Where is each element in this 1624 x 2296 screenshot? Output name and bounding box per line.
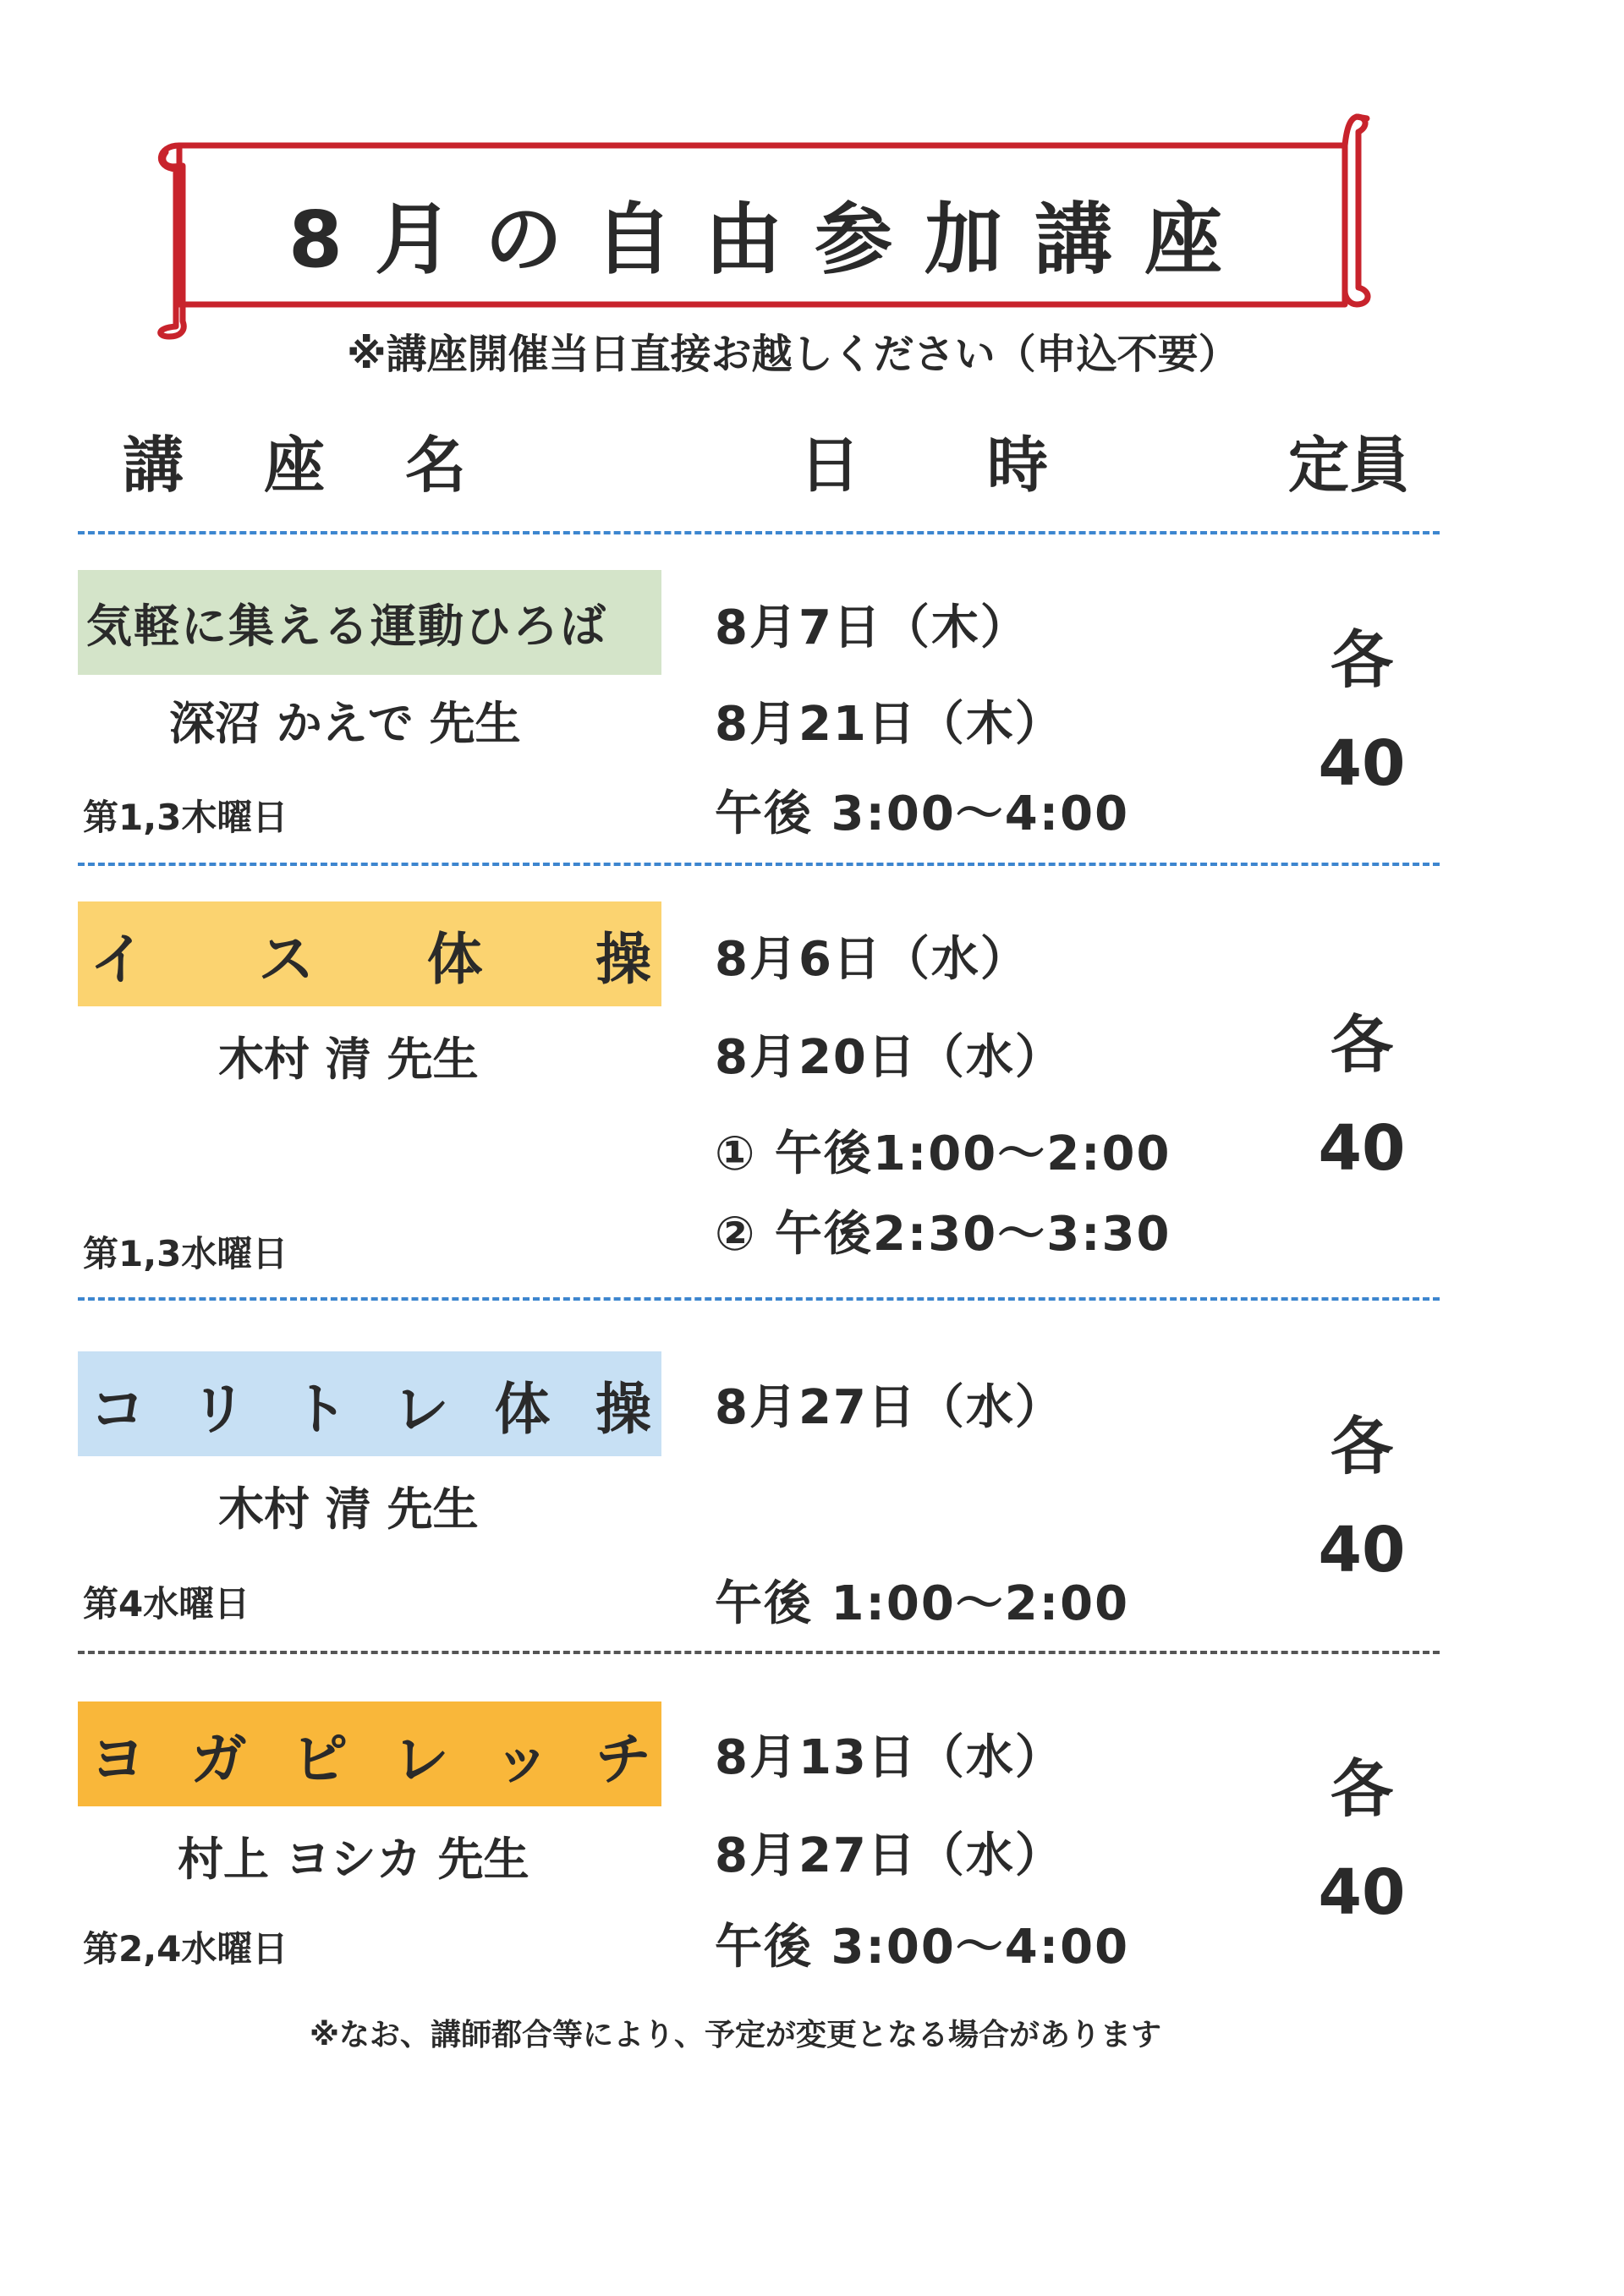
course-name-char: 体 — [494, 1376, 551, 1442]
header-datetime: 日時 — [799, 430, 1176, 501]
course-date: 8月27日（水） — [715, 1828, 1064, 1883]
course-name-char: コ — [90, 1376, 145, 1442]
course-name — [90, 914, 651, 995]
capacity-value: 40 — [1318, 1856, 1406, 1929]
course-date: 8月21日（木） — [715, 697, 1064, 752]
course-frequency: 第4水曜日 — [83, 1583, 250, 1625]
course-name-char: ヨ — [90, 1726, 145, 1792]
divider — [78, 1651, 1440, 1654]
course-frequency: 第2,4水曜日 — [83, 1928, 288, 1970]
course-name-box: 気軽に集える運動ひろば — [78, 570, 661, 675]
capacity-label: 各 — [1330, 624, 1393, 697]
course-name-char: イ — [90, 926, 145, 992]
course-name-char: ピ — [292, 1726, 348, 1792]
course-teacher: 村上 ヨシカ 先生 — [178, 1833, 529, 1886]
course-name — [90, 1714, 651, 1795]
course-name-char: レ — [392, 1726, 449, 1792]
course-name-box — [78, 1351, 661, 1456]
course-time: ① 午後1:00〜2:00 — [715, 1126, 1171, 1181]
course-name-char: チ — [595, 1726, 651, 1792]
course-time: 午後 3:00〜4:00 — [715, 786, 1130, 841]
course-name-char: ッ — [494, 1726, 551, 1792]
course-date: 8月7日（木） — [715, 600, 1029, 655]
divider — [78, 863, 1440, 866]
course-name-char: リ — [190, 1376, 247, 1442]
course-teacher: 木村 清 先生 — [218, 1033, 479, 1086]
header-course-name: 講座名 — [123, 430, 547, 501]
header-capacity: 定員 — [1288, 430, 1411, 501]
course-name-char: 体 — [426, 926, 483, 992]
course-teacher: 木村 清 先生 — [218, 1482, 479, 1536]
capacity-label: 各 — [1330, 1009, 1393, 1082]
course-name-char: 操 — [595, 926, 651, 992]
course-name-box — [78, 901, 661, 1006]
schedule-change-footnote: ※なお、講師都合等により、予定が変更となる場合があります — [310, 2018, 1161, 2052]
no-registration-notice: ※講座開催当日直接お越しください（申込不要） — [347, 331, 1239, 378]
capacity-label: 各 — [1330, 1411, 1393, 1483]
capacity-value: 40 — [1318, 1514, 1406, 1586]
course-date: 8月27日（水） — [715, 1380, 1064, 1435]
course-frequency: 第1,3水曜日 — [83, 1233, 288, 1274]
course-date: 8月6日（水） — [715, 932, 1029, 987]
course-name-char: 操 — [595, 1376, 651, 1442]
course-date: 8月13日（水） — [715, 1730, 1064, 1785]
capacity-label: 各 — [1330, 1753, 1393, 1826]
course-name-char: レ — [392, 1376, 449, 1442]
capacity-value: 40 — [1318, 727, 1406, 800]
course-name-char: ス — [258, 926, 315, 992]
course-date: 8月20日（水） — [715, 1030, 1064, 1085]
course-time: 午後 1:00〜2:00 — [715, 1576, 1130, 1631]
capacity-value: 40 — [1318, 1112, 1406, 1185]
course-teacher: 深沼 かえで 先生 — [169, 697, 521, 750]
course-frequency: 第1,3木曜日 — [83, 797, 288, 838]
course-time: 午後 3:00〜4:00 — [715, 1920, 1130, 1975]
course-name-box — [78, 1701, 661, 1806]
course-name-char: ガ — [190, 1726, 247, 1792]
course-time: ② 午後2:30〜3:30 — [715, 1207, 1171, 1262]
course-name-char: ト — [292, 1376, 348, 1442]
divider — [78, 531, 1440, 534]
divider — [78, 1297, 1440, 1301]
course-name — [90, 1364, 651, 1444]
page-title: 8月の自由参加講座 — [288, 195, 1254, 285]
